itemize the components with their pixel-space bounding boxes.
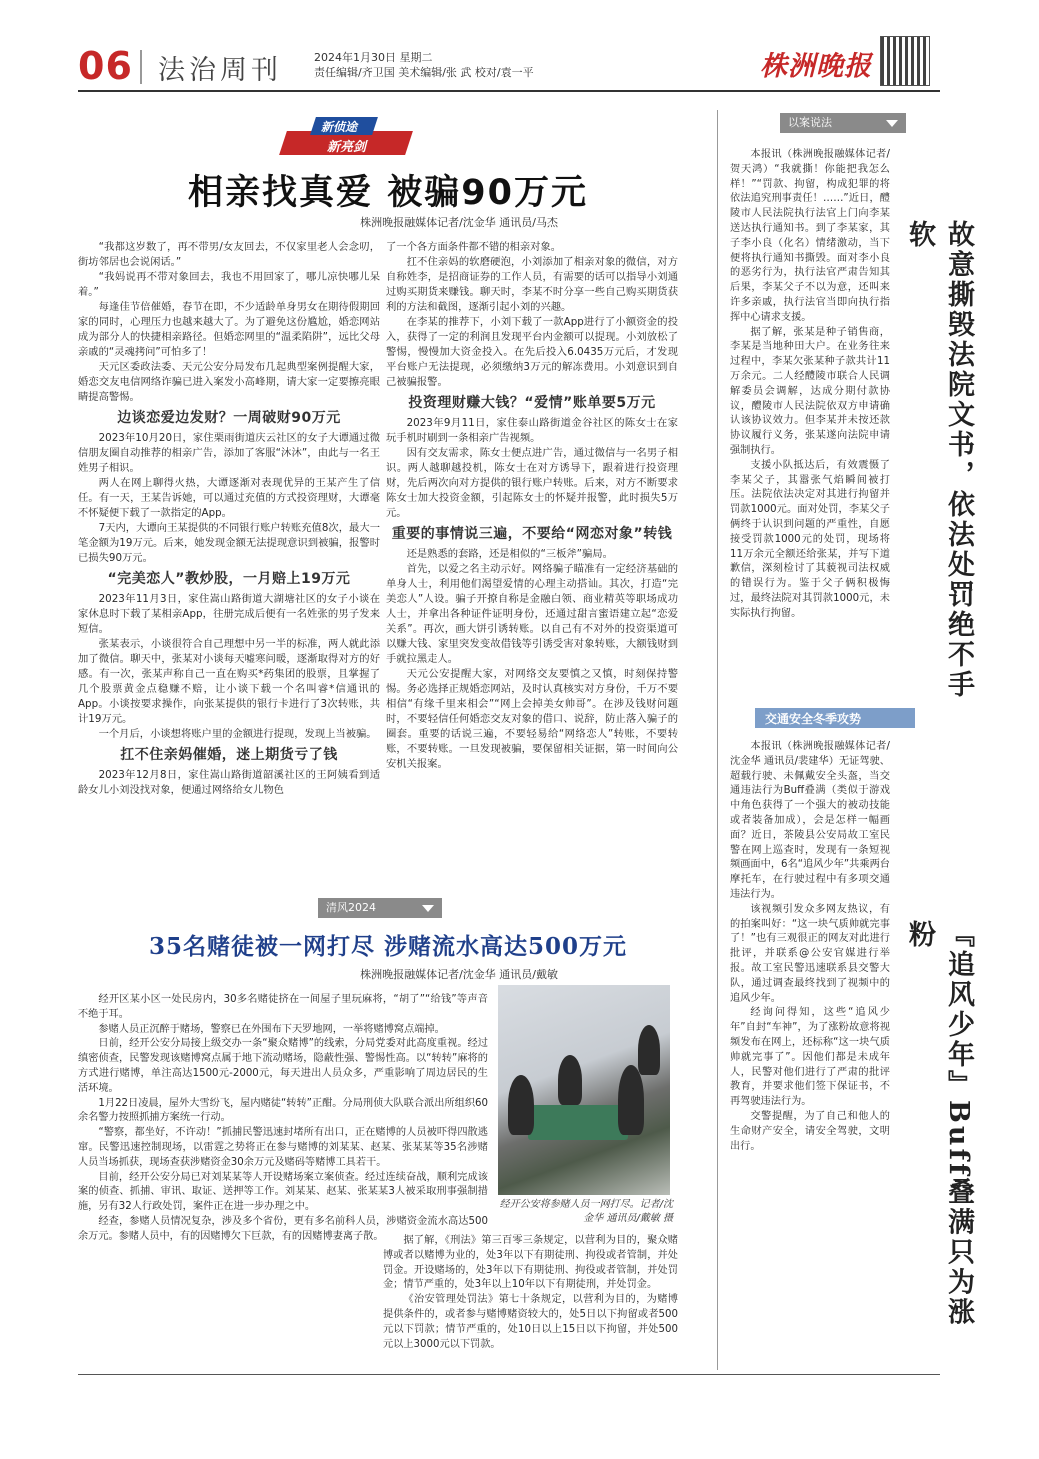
paragraph: 两人在网上聊得火热，大谭逐渐对表现优异的王某产生了信任。有一天，王某告诉她，可以通过充值的方式投资理财，大谭毫不怀疑便下载了一款指定的App。 (78, 477, 380, 519)
paragraph: 天元区委政法委、天元公安分局发布几起典型案例提醒大家，婚恋交友电信网络诈骗已进入案发小高峰期，请大家一定要擦亮眼睛提高警惕。 (78, 361, 380, 403)
person-figure (618, 1065, 644, 1135)
paragraph: “我都这岁数了，再不带男/女友回去，不仅家里老人会念叨，街坊邻居也会说闲话。” (78, 241, 380, 268)
paragraph: 据了解，《刑法》第三百零三条规定，以营利为目的，聚众赌博或者以赌博为业的，处3年以下有期徒刑、拘役或者管制，并处罚金。开设赌场的，处3年以下有期徒刑、拘役或者管制，并处罚金；情节严重的，处3年以上10年以下有期徒刑，并处罚金。 (383, 1235, 678, 1291)
paragraph: 因有交友需求，陈女士便点进广告，通过微信与一名男子相识。两人越聊越投机，陈女士在对方诱导下，跟着进行投资理财，先后两次向对方提供的银行账户转账。后来，对方不断要求陈女士加大投资金额，引起陈女士的怀疑并报警，此时损失5万元。 (386, 447, 678, 519)
dateline (314, 50, 534, 80)
paragraph: 支援小队抵达后，有效震慑了李某父子，其嚣张气焰瞬间被打压。法院依法决定对其进行拘留并罚款1000元。面对处罚，李某父子俩终于认识到问题的严重性，自愿接受罚款1000元的处罚，现场将11万余元全额还给张某，并写下道歉信，深刻检讨了其藐视司法权威的错误行为。鉴于父子俩积极悔过，最终法院对其罚款1000元，未实际执行拘留。 (730, 459, 890, 619)
paragraph: 2023年9月11日，家住泰山路街道金谷社区的陈女士在家玩手机时刷到一条相亲广告视频。 (386, 417, 678, 444)
headline-main: 相亲找真爱 被骗90万元 (188, 173, 588, 213)
byline: 株洲晚报融媒体记者/沈金华 通讯员/马杰 (360, 216, 558, 229)
tag-label: 以案说法 (788, 116, 832, 129)
paragraph: 在李某的推荐下，小刘下载了一款App进行了小额资金的投入，获得了一定的利润且发现平台内金额可以提现。小刘放松了警惕，慢慢加大资金投入。在先后投入6.0435万元后，才发现平台账户无法提现，必须缴纳3万元的解冻费用。小刘意识到自己被骗报警。 (386, 316, 678, 388)
paragraph: 张某表示，小谈很符合自己理想中另一半的标准，两人就此添加了微信。聊天中，张某对小谈每天嘘寒问暖，逐渐取得对方的好感。有一次，张某声称自己一直在购买*药集团的股票，且掌握了几个股票黄金点稳赚不赔，让小谈下载一个名叫睿*信通讯的App。小谈按要求操作，向张某提供的银行卡进行了3次转账，共计19万元。 (78, 638, 380, 725)
qr-code-icon (880, 36, 930, 86)
paragraph: 天元公安提醒大家，对网络交友要慎之又慎，时刻保持警惕。务必选择正规婚恋网站，及时认真核实对方身份，千万不要相信“有缘千里来相会”“网上会掉美女帅哥”。在涉及钱财问题时，不要轻信任何婚恋交友对象的借口、说辞，防止落入骗子的圈套。重要的话说三遍，不要轻易给“网络恋人”转账，不要转账，不要转账。一旦发现被骗，要保留相关证据，第一时间向公安机关报案。 (386, 668, 678, 770)
paragraph: 一个月后，小谈想将账户里的金额进行提现，发现上当被骗。 (98, 728, 377, 740)
subheading: 投资理财赚大钱？“爱情”账单要5万元 (408, 395, 656, 411)
paragraph: 经询问得知，这些“追风少年”自封“车神”，为了涨粉故意将视频发布在网上，还标称“这一块气质帅就完事了”。因他们都是未成年人，民警对他们进行了严肃的批评教育，并要求他们签下保证书，不再驾驶违法行为。 (730, 1007, 890, 1108)
paragraph: 本报讯（株洲晚报融媒体记者/贺天鸿）“我就撕！你能把我怎么样！”“罚款、拘留，构成犯罪的将依法追究刑事责任！……”近日，醴陵市人民法院执行法官上门向李某送达执行通知书。到了李某家，其子李小良（化名）情绪激动，当下便将执行通知书撕毁。面对李小良的恶劣行为，执行法官严肃告知其后果，李某父子不以为意，还叫来许多亲戚，执行法官当即向执行指挥中心请求支援。 (730, 149, 890, 323)
sidebar-article2-body (730, 740, 890, 1154)
subheading: 扛不住亲妈催婚，迷上期货亏了钱 (120, 747, 338, 763)
header-rule (78, 90, 940, 92)
paragraph: “警察，都坐好，不许动！”抓捕民警迅速封堵所有出口，正在赌博的人员被吓得四散逃窜。民警迅速控制现场，以雷霆之势将正在参与赌博的刘某某、赵某、张某某等35名涉赌人员当场抓获，现场查获涉赌资金30余万元及赌码等赌博工具若干。 (78, 1127, 488, 1168)
paragraph: 还是熟悉的套路，还是相似的“三板斧”骗局。 (406, 548, 613, 560)
campaign-banner (755, 708, 915, 728)
editors-credit: 责任编辑/齐卫国 美术编辑/张 武 校对/袁一平 (314, 66, 534, 79)
sidebar-headline-1: 故意撕毁法院文书，依法处罚绝不手软 (904, 220, 974, 700)
tag-label: 清风2024 (326, 901, 376, 914)
paragraph: 首先，以爱之名主动示好。网络骗子瞄准有一定经济基础的单身人士，利用他们渴望爱情的心理主动搭讪。其次，打造“完美恋人”人设。骗子开撩自称是金融白领、商业精英等职场成功人士，并拿出各种证件证明身份，还通过甜言蜜语建立起“恋爱关系”。再次，画大饼引诱转账。以自己有不对外的投资渠道可以赚大钱、家里突发变故借钱等引诱受害对象转账，大额钱财到手就拉黑走人。 (386, 563, 678, 665)
paragraph: 本报讯（株洲晚报融媒体记者/沈金华 通讯员/裴建华）无证驾驶、超载行驶、未佩戴安全头盔，当交通违法行为Buff叠满（类似于游戏中角色获得了一个强大的被动技能或者装备加成），会是怎样一幅画面？近日，茶陵县公安局故工室民警在网上巡查时，发现有一条短视频画面中，6名“追风少年”共乘两台摩托车，在行驶过程中有多项交通违法行为。 (730, 741, 890, 900)
paragraph: 经开区某小区一处民房内，30多名赌徒挤在一间屋子里玩麻将，“胡了”“给钱”等声音不绝于耳。 (78, 994, 488, 1020)
badge-bottom-text: 新亮剑 (327, 140, 367, 155)
footer-rule (78, 1374, 940, 1375)
badge-top-text: 新侦途 (321, 120, 358, 134)
sidebar-headline-2: 『追风少年』Buff叠满只为涨粉 (904, 920, 974, 1328)
sidebar-article1-body (730, 148, 890, 622)
page-number: 06 (78, 44, 133, 88)
photo-caption: 经开公安将参赌人员一网打尽。记者/沈金华 通讯员/戴敏 摄 (499, 1199, 673, 1224)
paragraph: 2023年12月8日，家住嵩山路街道韶溪社区的王阿姨看到适龄女儿小刘没找对象，便通过网络给女儿物色 (78, 769, 380, 796)
paragraph: 了一个各方面条件都不错的相亲对象。 (386, 241, 562, 253)
mahjong-table (528, 1105, 628, 1140)
column-divider (717, 110, 718, 1370)
paragraph: 据了解，张某是种子销售商，李某是当地种田大户。在业务往来过程中，李某欠张某种子款共计11万余元。二人经醴陵市联合人民调解委员会调解，达成分期付款协议，醴陵市人民法院依双方申请确认该协议效力。但李某并未按还款协议履行义务，张某遂向法院申请强制执行。 (730, 326, 890, 456)
issue-date: 2024年1月30日 星期二 (314, 51, 433, 64)
section-title: 法治周刊 (158, 55, 282, 86)
paragraph: 交警提醒，为了自己和他人的生命财产安全，请安全驾驶，文明出行。 (730, 1110, 890, 1152)
paragraph: 2023年11月3日，家住嵩山路街道大湖塘社区的女子小谈在家休息时下载了某相亲App，往册完成后便有一名姓张的男子发来短信。 (78, 593, 380, 635)
person-figure (508, 1075, 534, 1135)
paragraph: 每逢佳节倍催婚，春节在即，不少适龄单身男女在期待假期回家的同时，心理压力也越来越大了。为了避免这份尴尬，婚恋网站成为部分人的快捷相亲路径。但婚恋网里的“温柔陷阱”，远比父母亲戚的“灵魂拷问”可怕多了！ (78, 301, 380, 358)
paragraph: 目前，经开公安分局已对刘某某等人开设赌场案立案侦查。经过连续奋战，顺利完成该案的侦查、抓捕、审讯、取证、送押等工作。刘某某、赵某、张某某3人被采取刑事强制措施，另有32人行政处罚，案件正在进一步办理之中。 (78, 1171, 488, 1213)
paragraph: 该视频引发众多网友热议，有的拍案叫好：“这一块气质帅就完事了！”也有三观很正的网友对此进行批评，并联系@公安官媒进行举报。故工室民警迅速联系县交警大队，通过调查最终找到了视频中的追风少年。 (730, 903, 890, 1004)
person-figure (558, 1055, 582, 1105)
subheading: 重要的事情说三遍，不要给“网恋对象”转钱 (391, 526, 673, 542)
chevron-down-icon (422, 905, 434, 912)
article2-column-left (78, 993, 488, 1245)
divider (140, 50, 142, 84)
paragraph: 扛不住亲妈的软磨硬泡，小刘添加了相亲对象的微信，对方自称姓李，是招商证券的工作人员，有需要的话可以指导小刘通过购买期货来赚钱。聊天时，李某不时分享一些自己购买期货获利的方法和截图，逐渐引起小刘的兴趣。 (386, 256, 678, 313)
subheading: “完美恋人”教炒股，一月赔上19万元 (107, 571, 351, 587)
banner-label: 交通安全冬季攻势 (765, 712, 862, 726)
person-figure (638, 1025, 660, 1075)
paragraph: 日前，经开公安分局接上级交办一条“聚众赌博”的线索，分局党委对此高度重视。经过缜密侦查，民警发现该赌博窝点属于地下流动赌场，隐蔽性强、警惕性高。以“转转”麻将的方式进行赌博，单注高达1500元-2000元，每天进出人员众多，严重影响了周边居民的生活环境。 (78, 1038, 488, 1094)
paragraph: 经查，参赌人员情况复杂，涉及多个省份，更有多名前科人员，涉赌资金流水高达500余万元。参赌人员中，有的因赌博欠下巨款，有的因赌博妻离子散。 (78, 1215, 488, 1242)
article1-column-left (78, 240, 380, 798)
paragraph: 《治安管理处罚法》第七十条规定，以营利为目的，为赌博提供条件的，或者参与赌博赌资较大的，处5日以下拘留或者500元以下罚款；情节严重的，处10日以上15日以下拘留，并处500元以上3000元以下罚款。 (383, 1294, 678, 1350)
paragraph: 7天内，大谭向王某提供的不同银行账户转账充值8次，最大一笔金额为19万元。后来，她发现金额无法提现意识到被骗，报警时已损失90万元。 (78, 522, 380, 564)
paragraph: 2023年10月20日，家住栗雨街道庆云社区的女子大谭通过微信朋友圈自动推荐的相亲广告，添加了客服“沐沐”，由此与一名王姓男子相识。 (78, 432, 380, 474)
series-badge (283, 117, 411, 159)
byline: 株洲晚报融媒体记者/沈金华 通讯员/戴敏 (360, 968, 558, 981)
news-photo (498, 985, 670, 1195)
paragraph: 1月22日凌晨，屋外大雪纷飞，屋内赌徒“转转”正酣。分局刑侦大队联合派出所组织60余名警力按照抓捕方案统一行动。 (78, 1097, 488, 1124)
paragraph: 参赌人员正沉醉于赌场，警察已在外围布下天罗地网，一举将赌博窝点端掉。 (98, 1023, 445, 1035)
newspaper-logo: 株洲晚报 (760, 51, 872, 82)
section-tag (318, 898, 442, 918)
paragraph: “我妈说再不带对象回去，我也不用回家了，哪儿凉快哪儿呆着。” (78, 271, 380, 298)
headline-secondary: 35名赌徒被一网打尽 涉赌流水高达500万元 (148, 933, 628, 960)
sidebar-tag (780, 113, 906, 133)
article2-column-right (383, 1234, 678, 1352)
article1-column-right (386, 240, 678, 772)
chevron-down-icon (886, 120, 898, 127)
subheading: 边谈恋爱边发财？一周破财90万元 (117, 410, 341, 426)
